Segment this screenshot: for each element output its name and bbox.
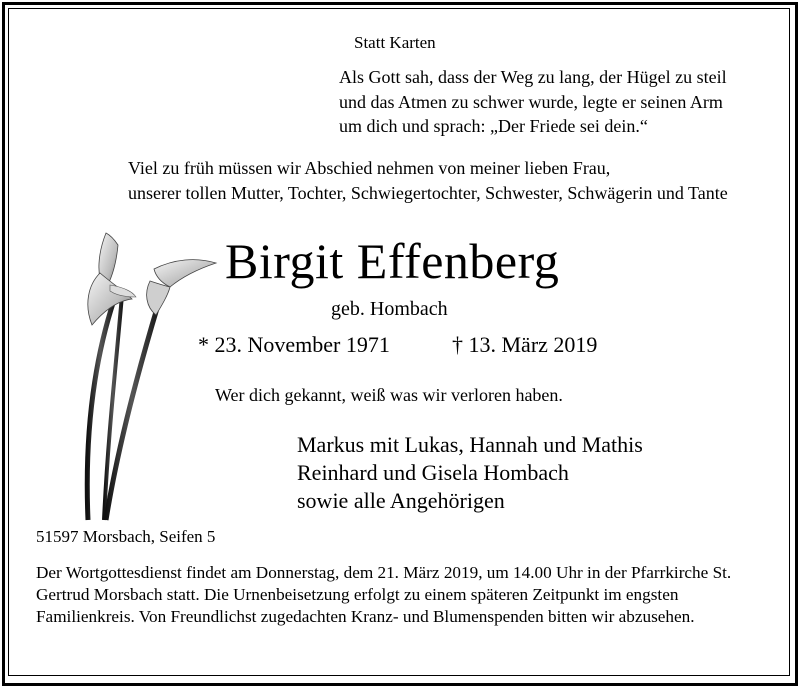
- mourner-line-1: Markus mit Lukas, Hannah und Mathis: [297, 432, 643, 457]
- mourner-line-2: Reinhard und Gisela Hombach: [297, 460, 569, 485]
- calla-lily-illustration: [70, 225, 230, 525]
- mourning-address: 51597 Morsbach, Seifen 5: [36, 527, 216, 546]
- mourner-line-3: sowie alle Angehörigen: [297, 488, 505, 513]
- birth-date: * 23. November 1971: [198, 332, 390, 357]
- service-announcement: Der Wortgottesdienst findet am Donnerstag, dem 21. März 2019, um 14.00 Uhr in der Pfarrkirche St. Gertrud Morsbach statt. Die Urnenbeisetzung erfolgt zu einem späteren Zeitpunkt im engsten Familienkreis. Von Freundlichst zugedachten Kranz- und Blumenspenden bitten wir abzusehen.: [36, 563, 732, 626]
- statt-karten: Statt Karten: [354, 33, 436, 52]
- poem-line-3: um dich und sprach: „Der Friede sei dein.“: [339, 116, 648, 136]
- intro-line-1: Viel zu früh müssen wir Abschied nehmen von meiner lieben Frau,: [128, 158, 611, 178]
- poem-line-1: Als Gott sah, dass der Weg zu lang, der Hügel zu steil: [339, 67, 727, 87]
- memorial-quote: Wer dich gekannt, weiß was wir verloren haben.: [215, 385, 563, 405]
- intro-line-2: unserer tollen Mutter, Tochter, Schwiegertochter, Schwester, Schwägerin und Tante: [128, 183, 728, 203]
- death-date: † 13. März 2019: [452, 332, 598, 357]
- deceased-name: Birgit Effenberg: [225, 233, 560, 289]
- poem-line-2: und das Atmen zu schwer wurde, legte er seinen Arm: [339, 92, 723, 112]
- birth-name: geb. Hombach: [331, 298, 448, 320]
